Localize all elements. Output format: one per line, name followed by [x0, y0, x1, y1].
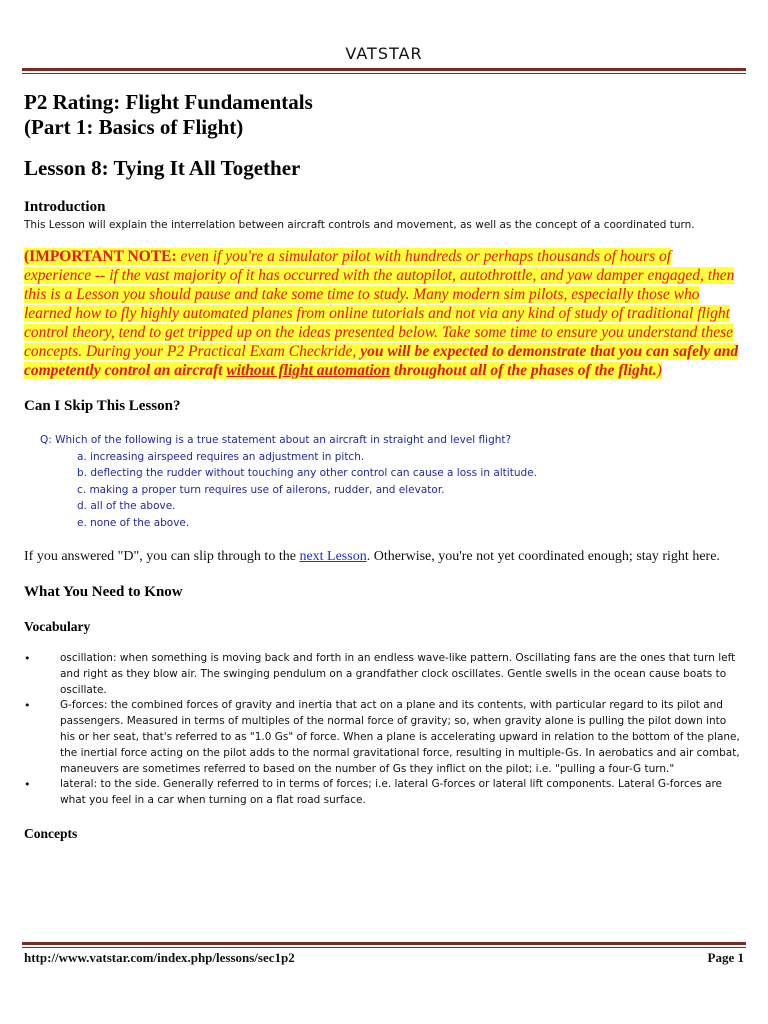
introduction-heading: Introduction [24, 199, 106, 215]
page-number: Page 1 [707, 950, 744, 965]
important-note [24, 247, 740, 380]
bullet-icon: • [24, 652, 31, 665]
quiz-option-d: d. all of the above. [77, 500, 176, 512]
vocab-definition: the combined forces of gravity and inertia that act on a plane and its contents, with particular regard to its pilot and passengers. Measured in terms of multiples of the normal force of gravity; so, when gravity alone is pulling the pilot down into his or her seat, that's referred to as "1.0 Gs" of force. When a plane is accelerating upward in relation to the bottom of the plane, the inertial force acting on the pilot adds to the normal gravitational force, resulting in multiple-Gs. In aerobatics and air combat, maneuvers are sometimes referred to based on the number of Gs they inflict on the pilot; i.e. "pulling a four-G turn." [60, 699, 740, 775]
vocab-term: oscillation: [60, 652, 117, 664]
introduction-text: This Lesson will explain the interrelation between aircraft controls and movement, as well as the concept of a coordinated turn. [24, 219, 695, 231]
footer-url: http://www.vatstar.com/index.php/lessons/sec1p2 [24, 950, 295, 965]
bullet-icon: • [24, 778, 31, 792]
bullet-icon: • [24, 699, 31, 713]
footer-divider [22, 942, 746, 948]
quiz-options [40, 449, 740, 532]
page-content [24, 90, 740, 843]
skip-heading: Can I Skip This Lesson? [24, 398, 181, 414]
answer-paragraph [24, 548, 740, 566]
quiz-option-e: e. none of the above. [77, 516, 190, 529]
vocab-item-g-forces [24, 698, 740, 777]
note-emphasis-1: you will be expected to demonstrate that you can safely and competently control an aircraft [24, 343, 739, 379]
vocab-item-lateral [24, 777, 740, 809]
note-close-paren: ) [656, 362, 662, 379]
vocab-term: lateral: [60, 778, 98, 791]
quiz-option-a: a. increasing airspeed requires an adjustment in pitch. [77, 450, 365, 463]
note-label: IMPORTANT NOTE: [29, 248, 177, 265]
quiz-question: Q: Which of the following is a true statement about an aircraft in straight and level flight? [40, 434, 512, 446]
vocab-definition: when something is moving back and forth in an endless wave-like pattern. Oscillating fans are the ones that turn left and right as they blow air. The swinging pendulum on a grandfather clock oscillates. Gentle swells in the ocean cause boats to oscillate. [60, 652, 736, 696]
header-divider [22, 68, 746, 74]
title-line-1: P2 Rating: Flight Fundamentals [24, 90, 313, 114]
answer-text-after: . Otherwise, you're not yet coordinated enough; stay right here. [366, 549, 720, 564]
next-lesson-link[interactable]: next Lesson [299, 549, 367, 564]
vocab-item-oscillation [24, 651, 740, 698]
quiz-option-c: c. making a proper turn requires use of ailerons, rudder, and elevator. [77, 483, 445, 496]
vocabulary-heading: Vocabulary [24, 619, 91, 634]
vocab-term: G-forces: [60, 699, 108, 712]
quiz-block [24, 432, 740, 531]
note-underlined: without flight automation [226, 362, 391, 379]
vocabulary-list [24, 651, 740, 809]
title-line-2: (Part 1: Basics of Flight) [24, 115, 244, 139]
vocab-definition: to the side. Generally referred to in terms of forces; i.e. lateral G-forces or lateral lift components. Lateral G-forces are what you feel in a car when turning on a flat road surface. [60, 778, 723, 807]
answer-text-before: If you answered "D", you can slip through to the [24, 549, 300, 564]
quiz-option-b: b. deflecting the rudder without touching any other control can cause a loss in altitude. [77, 467, 537, 479]
note-body: even if you're a simulator pilot with hundreds or perhaps thousands of hours of experience -- if the vast majority of it has occurred with the autopilot, autothrottle, and yaw damper engaged, then this is a Lesson you should pause and take some time to study. Many modern sim pilots, especially those who learned how to fly highly automated planes from online tutorials and not via any kind of study of traditional flight control theory, tend to get tripped up on the ideas presented below. Take some time to ensure you understand these concepts. During your P2 Practical Exam Checkride, [24, 248, 735, 360]
need-to-know-heading: What You Need to Know [24, 584, 183, 600]
lesson-title: Lesson 8: Tying It All Together [24, 156, 301, 180]
note-open-paren: ( [24, 248, 30, 265]
page-title [24, 90, 740, 140]
note-emphasis-2: throughout all of the phases of the flight. [390, 362, 657, 379]
running-header: VATSTAR [345, 44, 423, 63]
concepts-heading: Concepts [24, 825, 78, 841]
